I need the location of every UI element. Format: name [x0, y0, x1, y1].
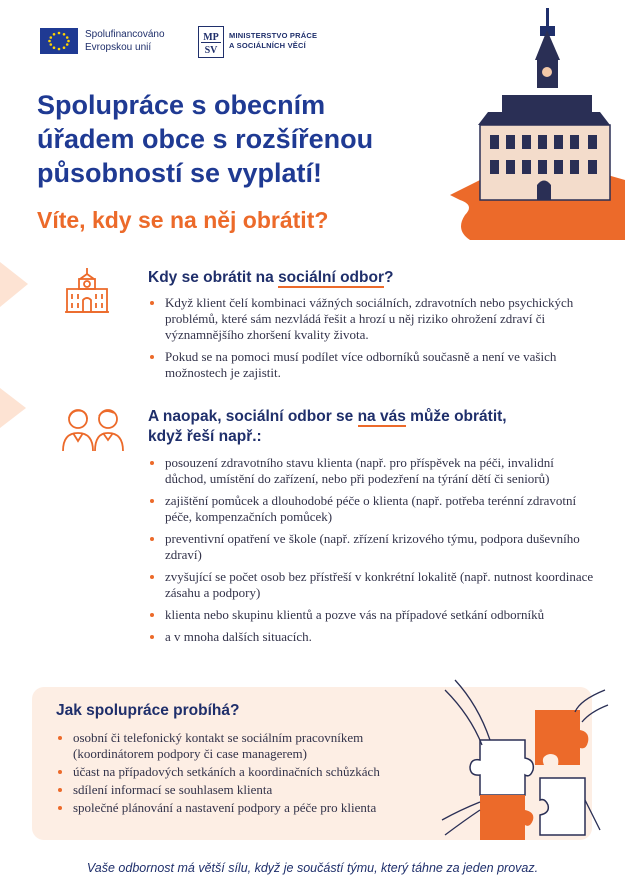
list-item: klienta nebo skupinu klientů a pozve vás na případové setkání odborníků [148, 607, 598, 623]
page-title [37, 88, 477, 190]
list-item: společné plánování a nastavení podpory a péče pro klienta [56, 800, 446, 816]
list-item: a v mnoha dalších situacích. [148, 629, 598, 645]
mpsv-line1: MINISTERSTVO PRÁCE [229, 31, 318, 40]
section3-list [56, 730, 446, 818]
list-item: posouzení zdravotního stavu klienta (např. pro příspěvek na péči, invalidní důchod, umístění do zařízení, nebo při podezření na týrání dětí či seniorů) [148, 455, 598, 487]
mpsv-logo-icon [198, 26, 224, 58]
list-item: Pokud se na pomoci musí podílet více odborníků současně a není ve vašich možnostech je zajistit. [148, 349, 598, 381]
title-line3: působností se vyplatí! [37, 158, 323, 188]
eu-cofinanced-text [85, 28, 165, 54]
section2-heading [148, 407, 507, 447]
section1-heading-c: ? [384, 269, 394, 286]
section2-heading-emphasis: na vás [357, 408, 406, 425]
section1-list [148, 295, 598, 387]
section1-heading [148, 268, 393, 288]
list-item: zajištění pomůcek a dlouhodobé péče o klienta (např. potřeba terénní zdravotní péče, kompenzačních pomůcek) [148, 493, 598, 525]
eu-flag-icon [40, 28, 78, 54]
section1-heading-emphasis: sociální odbor [278, 269, 384, 286]
decor-triangle-2 [0, 388, 28, 428]
list-item: zvyšující se počet osob bez přístřeší v konkrétní lokalitě (např. nutnost koordinace zásahu a podpory) [148, 569, 598, 601]
people-icon [60, 405, 130, 453]
mpsv-line2: A SOCIÁLNÍCH VĚCÍ [229, 41, 306, 50]
page-subtitle: Víte, kdy se na něj obrátit? [37, 207, 329, 233]
footer-tagline: Vaše odbornost má větší sílu, když je součástí týmu, který táhne za jeden provaz. [86, 861, 539, 875]
section2-heading-a: A naopak, sociální odbor se [148, 408, 358, 425]
list-item: sdílení informací se souhlasem klienta [56, 782, 446, 798]
building-icon [62, 265, 112, 315]
svg-text:SV: SV [204, 45, 218, 56]
mpsv-text [229, 31, 317, 51]
list-item: preventivní opatření ve škole (např. zřízení krizového týmu, podpora duševního zdraví) [148, 531, 598, 563]
eu-line2: Evropskou unií [85, 42, 152, 53]
list-item: Když klient čelí kombinaci vážných sociálních, zdravotních nebo psychických problémů, které sám nezvládá řešit a hrozí u něj riziko ohrožení zdraví či významnějšího zhoršení kvality života. [148, 295, 598, 343]
svg-text:MP: MP [203, 32, 219, 43]
section2-heading-c: může obrátit, [405, 408, 507, 425]
puzzle-hands-illustration [440, 670, 610, 845]
section3-heading: Jak spolupráce probíhá? [56, 702, 240, 719]
section2-heading-line2: když řeší např.: [148, 428, 262, 445]
decor-triangle-1 [0, 262, 30, 307]
list-item: osobní či telefonický kontakt se sociálním pracovníkem (koordinátorem podpory či case managerem) [56, 730, 446, 762]
eu-line1: Spolufinancováno [85, 29, 165, 40]
section2-list [148, 455, 598, 651]
list-item: účast na případových setkáních a koordinačních schůzkách [56, 764, 446, 780]
section1-heading-a: Kdy se obrátit na [148, 269, 279, 286]
title-line1: Spolupráce s obecním [37, 90, 326, 120]
title-line2: úřadem obce s rozšířenou [37, 124, 374, 154]
